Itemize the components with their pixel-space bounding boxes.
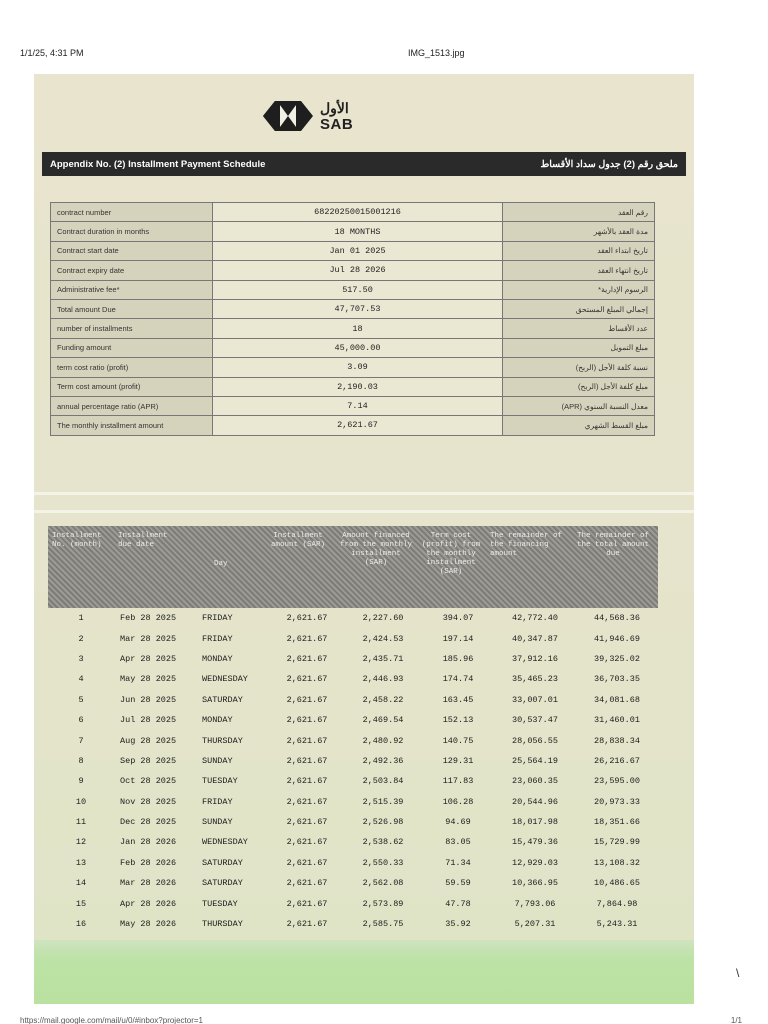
contract-info-row [51, 280, 655, 299]
cell-amount-financed: 2,424.53 [362, 633, 404, 644]
table-row [48, 730, 658, 750]
contract-info-label: number of installments [51, 319, 213, 338]
cell-term-cost: 394.07 [442, 613, 474, 624]
contract-info-value: 3.09 [213, 358, 503, 377]
cell-due-date: Feb 28 2026 [120, 857, 177, 868]
cell-installment-no: 6 [78, 715, 84, 726]
cell-term-cost: 129.31 [442, 755, 474, 766]
contract-info-label: Funding amount [51, 338, 213, 357]
cell-due-date: May 28 2025 [120, 674, 177, 685]
cell-installment-no: 16 [75, 919, 87, 930]
cell-term-cost: 106.28 [442, 796, 474, 807]
table-row [48, 628, 658, 648]
scanned-document [34, 74, 694, 1004]
cell-installment-amount: 2,621.67 [286, 817, 328, 828]
cell-term-cost: 35.92 [445, 919, 471, 930]
cell-term-cost: 47.78 [445, 898, 471, 909]
contract-info-value: 45,000.00 [213, 338, 503, 357]
contract-info-label: Term cost amount (profit) [51, 377, 213, 396]
contract-info-value: Jan 01 2025 [213, 241, 503, 260]
table-row [48, 792, 658, 812]
contract-info-label: contract number [51, 203, 213, 222]
contract-info-value: 7.14 [213, 396, 503, 415]
contract-info-value: 47,707.53 [213, 299, 503, 318]
contract-info-row [51, 319, 655, 338]
contract-info-label: Administrative fee* [51, 280, 213, 299]
cell-due-date: Aug 28 2025 [120, 735, 177, 746]
cell-term-cost: 140.75 [442, 735, 474, 746]
cell-amount-financed: 2,469.54 [362, 715, 404, 726]
contract-info-arabic-label: الرسوم الإدارية* [503, 280, 655, 299]
cell-amount-financed: 2,550.33 [362, 857, 404, 868]
contract-info-arabic-label: إجمالي المبلغ المستحق [503, 299, 655, 318]
cell-installment-no: 2 [78, 633, 84, 644]
cell-installment-amount: 2,621.67 [286, 715, 328, 726]
cell-day: SATURDAY [202, 694, 243, 705]
cell-remainder-financing: 40,347.87 [512, 633, 558, 644]
cell-remainder-financing: 12,929.03 [512, 857, 558, 868]
cell-remainder-financing: 20,544.96 [512, 796, 558, 807]
cell-amount-financed: 2,458.22 [362, 694, 404, 705]
cell-installment-amount: 2,621.67 [286, 837, 328, 848]
contract-info-arabic-label: رقم العقد [503, 203, 655, 222]
cell-term-cost: 71.34 [445, 857, 471, 868]
contract-info-arabic-label: مبلغ كلفة الأجل (الربح) [503, 377, 655, 396]
cell-amount-financed: 2,227.60 [362, 613, 404, 624]
header-due-date: Installment due date [118, 532, 168, 549]
cell-due-date: Sep 28 2025 [120, 755, 177, 766]
contract-info-arabic-label: مبلغ القسط الشهري [503, 416, 655, 435]
cell-remainder-total: 41,946.69 [594, 633, 640, 644]
cell-installment-no: 5 [78, 694, 84, 705]
cell-amount-financed: 2,585.75 [362, 919, 404, 930]
cell-remainder-total: 26,216.67 [594, 755, 640, 766]
contract-info-value: 18 MONTHS [213, 222, 503, 241]
contract-info-value: 2,190.03 [213, 377, 503, 396]
scan-artifact-line [34, 510, 694, 513]
appendix-title-english: Appendix No. (2) Installment Payment Schedule [50, 159, 266, 170]
contract-info-row [51, 396, 655, 415]
scan-artifact-line [34, 492, 694, 495]
cell-term-cost: 152.13 [442, 715, 474, 726]
contract-info-row [51, 241, 655, 260]
header-term-cost: Term cost (profit) from the monthly installment (SAR) [421, 532, 481, 576]
cell-remainder-financing: 37,912.16 [512, 653, 558, 664]
cell-remainder-financing: 15,479.36 [512, 837, 558, 848]
cell-remainder-total: 44,568.36 [594, 613, 640, 624]
cell-term-cost: 197.14 [442, 633, 474, 644]
cell-day: TUESDAY [202, 898, 238, 909]
cell-day: THURSDAY [202, 735, 243, 746]
cell-day: WEDNESDAY [202, 674, 248, 685]
cell-installment-amount: 2,621.67 [286, 613, 328, 624]
contract-info-value: 517.50 [213, 280, 503, 299]
cell-installment-no: 10 [75, 796, 87, 807]
cell-due-date: Feb 28 2025 [120, 613, 177, 624]
header-installment-no: Installment No. (month) [52, 532, 102, 549]
cell-day: FRIDAY [202, 613, 233, 624]
cell-remainder-total: 13,108.32 [594, 857, 640, 868]
cell-amount-financed: 2,446.93 [362, 674, 404, 685]
cell-installment-no: 12 [75, 837, 87, 848]
cell-day: TUESDAY [202, 776, 238, 787]
cell-remainder-financing: 42,772.40 [512, 613, 558, 624]
cell-amount-financed: 2,492.36 [362, 755, 404, 766]
cell-amount-financed: 2,515.39 [362, 796, 404, 807]
cell-remainder-financing: 28,056.55 [512, 735, 558, 746]
cell-remainder-financing: 5,207.31 [514, 919, 556, 930]
cell-term-cost: 185.96 [442, 653, 474, 664]
table-row [48, 690, 658, 710]
cell-due-date: May 28 2026 [120, 919, 177, 930]
cell-installment-amount: 2,621.67 [286, 755, 328, 766]
contract-info-label: Contract expiry date [51, 261, 213, 280]
contract-info-table [50, 202, 655, 436]
cell-remainder-total: 31,460.01 [594, 715, 640, 726]
cell-day: THURSDAY [202, 919, 243, 930]
cell-amount-financed: 2,562.08 [362, 878, 404, 889]
contract-info-row [51, 261, 655, 280]
schedule-header [48, 526, 658, 608]
logo-arabic-text: الأول [320, 100, 349, 116]
contract-info-arabic-label: تاريخ ابتداء العقد [503, 241, 655, 260]
header-installment-amount: Installment amount (SAR) [270, 532, 325, 549]
table-row [48, 649, 658, 669]
table-row [48, 873, 658, 893]
cell-installment-no: 1 [78, 613, 84, 624]
contract-info-label: Contract start date [51, 241, 213, 260]
cell-installment-no: 14 [75, 878, 87, 889]
table-row [48, 914, 658, 934]
print-filename: IMG_1513.jpg [408, 48, 465, 58]
sab-hexagon-logo-icon [262, 100, 314, 132]
table-row [48, 893, 658, 913]
print-url: https://mail.google.com/mail/u/0/#inbox?projector=1 [20, 1016, 203, 1024]
cell-amount-financed: 2,573.89 [362, 898, 404, 909]
cell-remainder-total: 36,703.35 [594, 674, 640, 685]
cell-due-date: Jan 28 2026 [120, 837, 177, 848]
cell-remainder-total: 28,838.34 [594, 735, 640, 746]
contract-info-arabic-label: نسبة كلفة الأجل (الربح) [503, 358, 655, 377]
cell-day: SATURDAY [202, 857, 243, 868]
scan-green-band [34, 940, 694, 1004]
sab-logo [262, 100, 362, 136]
logo-english-text: SAB [320, 116, 354, 133]
cell-due-date: Mar 28 2026 [120, 878, 177, 889]
contract-info-row [51, 358, 655, 377]
contract-info-label: The monthly installment amount [51, 416, 213, 435]
cell-amount-financed: 2,526.98 [362, 817, 404, 828]
cell-due-date: Oct 28 2025 [120, 776, 177, 787]
header-remainder-total: The remainder of the total amount due [576, 532, 649, 558]
cell-amount-financed: 2,435.71 [362, 653, 404, 664]
cell-amount-financed: 2,538.62 [362, 837, 404, 848]
cell-installment-no: 4 [78, 674, 84, 685]
cell-installment-amount: 2,621.67 [286, 776, 328, 787]
table-row [48, 710, 658, 730]
contract-info-row [51, 222, 655, 241]
cell-term-cost: 59.59 [445, 878, 471, 889]
contract-info-label: annual percentage ratio (APR) [51, 396, 213, 415]
cell-installment-amount: 2,621.67 [286, 898, 328, 909]
contract-info-row [51, 338, 655, 357]
header-day: Day [214, 560, 228, 568]
cell-amount-financed: 2,480.92 [362, 735, 404, 746]
cell-day: MONDAY [202, 715, 233, 726]
cell-installment-no: 3 [78, 653, 84, 664]
cell-day: WEDNESDAY [202, 837, 248, 848]
cell-day: FRIDAY [202, 633, 233, 644]
contract-info-label: Contract duration in months [51, 222, 213, 241]
print-datetime: 1/1/25, 4:31 PM [20, 48, 84, 58]
cell-remainder-total: 20,973.33 [594, 796, 640, 807]
contract-info-value: 68220250015001216 [213, 203, 503, 222]
header-remainder-financing: The remainder of the financing amount [490, 532, 563, 558]
cell-remainder-total: 18,351.66 [594, 817, 640, 828]
print-page-number: 1/1 [730, 1016, 742, 1024]
table-row [48, 853, 658, 873]
contract-info-value: 2,621.67 [213, 416, 503, 435]
cell-due-date: Mar 28 2025 [120, 633, 177, 644]
cell-term-cost: 174.74 [442, 674, 474, 685]
cell-amount-financed: 2,503.84 [362, 776, 404, 787]
contract-info-arabic-label: مدة العقد بالأشهر [503, 222, 655, 241]
contract-info-row [51, 299, 655, 318]
cell-remainder-financing: 10,366.95 [512, 878, 558, 889]
cell-installment-amount: 2,621.67 [286, 674, 328, 685]
cell-remainder-financing: 25,564.19 [512, 755, 558, 766]
cell-due-date: Jul 28 2025 [120, 715, 177, 726]
cell-term-cost: 83.05 [445, 837, 471, 848]
cell-remainder-total: 15,729.99 [594, 837, 640, 848]
cell-remainder-total: 10,486.65 [594, 878, 640, 889]
contract-info-row [51, 377, 655, 396]
appendix-title-bar [42, 152, 686, 176]
installment-schedule-table [48, 608, 658, 934]
cell-remainder-financing: 30,537.47 [512, 715, 558, 726]
cell-due-date: Nov 28 2025 [120, 796, 177, 807]
contract-info-row [51, 416, 655, 435]
cell-day: SUNDAY [202, 817, 233, 828]
table-row [48, 751, 658, 771]
cell-installment-amount: 2,621.67 [286, 694, 328, 705]
cell-day: FRIDAY [202, 796, 233, 807]
cell-remainder-total: 34,081.68 [594, 694, 640, 705]
contract-info-arabic-label: مبلغ التمويل [503, 338, 655, 357]
cell-due-date: Apr 28 2025 [120, 653, 177, 664]
cell-installment-amount: 2,621.67 [286, 796, 328, 807]
contract-info-arabic-label: معدل النسبة السنوي (APR) [503, 396, 655, 415]
cell-installment-no: 11 [75, 817, 87, 828]
cell-installment-amount: 2,621.67 [286, 919, 328, 930]
cell-term-cost: 94.69 [445, 817, 471, 828]
header-amount-financed: Amount financed from the monthly installment (SAR) [339, 532, 412, 567]
cell-installment-amount: 2,621.67 [286, 653, 328, 664]
cell-remainder-financing: 35,465.23 [512, 674, 558, 685]
appendix-title-arabic: ملحق رقم (2) جدول سداد الأقساط [540, 159, 678, 170]
cell-day: SUNDAY [202, 755, 233, 766]
cell-installment-amount: 2,621.67 [286, 857, 328, 868]
cell-remainder-financing: 7,793.06 [514, 898, 556, 909]
cell-installment-no: 15 [75, 898, 87, 909]
table-row [48, 832, 658, 852]
cell-installment-no: 9 [78, 776, 84, 787]
print-header [20, 48, 748, 62]
contract-info-label: term cost ratio (profit) [51, 358, 213, 377]
table-row [48, 771, 658, 791]
cell-due-date: Dec 28 2025 [120, 817, 177, 828]
cell-installment-no: 13 [75, 857, 87, 868]
cell-term-cost: 117.83 [442, 776, 474, 787]
table-row [48, 669, 658, 689]
cell-due-date: Jun 28 2025 [120, 694, 177, 705]
contract-info-arabic-label: عدد الأقساط [503, 319, 655, 338]
cell-day: MONDAY [202, 653, 233, 664]
cell-due-date: Apr 28 2026 [120, 898, 177, 909]
cell-term-cost: 163.45 [442, 694, 474, 705]
cell-remainder-financing: 33,007.01 [512, 694, 558, 705]
cell-remainder-financing: 18,017.98 [512, 817, 558, 828]
contract-info-value: 18 [213, 319, 503, 338]
contract-info-label: Total amount Due [51, 299, 213, 318]
contract-info-arabic-label: تاريخ انتهاء العقد [503, 261, 655, 280]
contract-info-row [51, 203, 655, 222]
cell-remainder-financing: 23,060.35 [512, 776, 558, 787]
cell-installment-no: 8 [78, 755, 84, 766]
cell-remainder-total: 5,243.31 [596, 919, 638, 930]
cell-remainder-total: 39,325.02 [594, 653, 640, 664]
cell-installment-no: 7 [78, 735, 84, 746]
cell-remainder-total: 23,595.00 [594, 776, 640, 787]
cell-installment-amount: 2,621.67 [286, 878, 328, 889]
cell-remainder-total: 7,864.98 [596, 898, 638, 909]
cell-installment-amount: 2,621.67 [286, 633, 328, 644]
cell-day: SATURDAY [202, 878, 243, 889]
table-row [48, 812, 658, 832]
contract-info-value: Jul 28 2026 [213, 261, 503, 280]
cell-installment-amount: 2,621.67 [286, 735, 328, 746]
page-mark: \ [736, 966, 740, 980]
table-row [48, 608, 658, 628]
